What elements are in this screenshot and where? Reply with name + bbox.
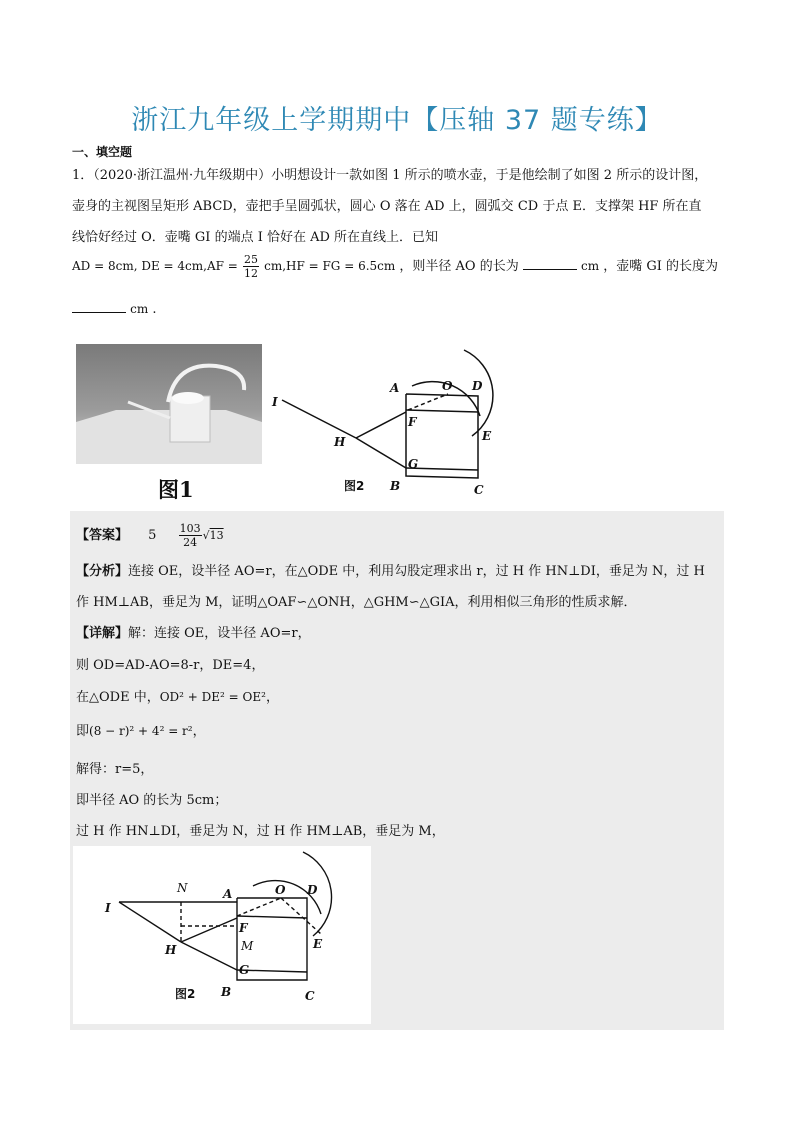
fig3-upper-band xyxy=(237,916,307,918)
answer-blank-1[interactable] xyxy=(523,257,577,270)
problem-given-line xyxy=(72,253,718,280)
detail-line-5: 解得：r=5， xyxy=(76,762,154,777)
page-title: 浙江九年级上学期期中【压轴 37 题专练】 xyxy=(131,105,663,136)
detail-formula-4: (8 − r)² + 4² = r² xyxy=(89,724,193,738)
figure2-caption: 图2 xyxy=(344,479,365,493)
given-frac-num: 25 xyxy=(243,253,258,266)
fig2-upper-band xyxy=(406,410,478,412)
fig2-label-D: D xyxy=(472,379,483,393)
fig3-label-A: A xyxy=(223,887,233,901)
fig3-label-D: D xyxy=(307,883,318,897)
fig2-label-B: B xyxy=(390,479,401,493)
unit-cm-1: cm xyxy=(581,259,600,273)
fig3-label-E: E xyxy=(313,937,323,951)
fig2-label-O: O xyxy=(442,379,453,393)
fig2-label-G: G xyxy=(408,457,419,471)
answer-value-1: 5 xyxy=(148,528,157,543)
answer-line xyxy=(76,522,224,549)
fig3-spout-lower xyxy=(181,942,237,970)
given-b: cm,HF = FG = 6.5cm xyxy=(264,259,396,273)
figure3-caption: 图2 xyxy=(175,987,196,1001)
answer-frac-den: 24 xyxy=(183,536,198,549)
figure3-diagram xyxy=(73,846,371,1024)
detail-text-4c: ， xyxy=(192,724,206,739)
problem-end: . xyxy=(152,302,157,317)
detail-text-1: 解：连接 OE，设半径 AO=r， xyxy=(128,626,311,641)
problem-line-2: 壶身的主视图呈矩形 ABCD，壶把手呈圆弧状，圆心 O 落在 AD 上，圆弧交 CD 于点 E．支撑架 HF 所在直 xyxy=(72,199,702,214)
detail-line-3 xyxy=(76,686,279,705)
unit-cm-2: cm xyxy=(130,302,149,316)
fig2-spout-lower xyxy=(356,438,406,468)
section-heading: 一、填空题 xyxy=(72,145,133,159)
fig3-spout-upper xyxy=(119,902,181,942)
fig2-support-hf xyxy=(356,412,406,438)
detail-line-7: 过 H 作 HN⊥DI，垂足为 N，过 H 作 HM⊥AB，垂足为 M， xyxy=(76,824,445,839)
fig3-label-B: B xyxy=(221,985,232,999)
given-a: AD = 8cm, DE = 4cm,AF = xyxy=(72,259,238,273)
figure1-photo xyxy=(76,344,262,464)
fig2-label-F: F xyxy=(408,415,417,429)
fig2-label-A: A xyxy=(390,381,400,395)
problem-line-3: 线恰好经过 O．壶嘴 GI 的端点 I 恰好在 AD 所在直线上．已知 xyxy=(72,230,439,245)
given-fraction xyxy=(243,253,259,280)
fig2-label-H: H xyxy=(334,435,346,449)
detail-text-3a: 在△ODE 中， xyxy=(76,690,160,705)
sqrt-icon: √ xyxy=(202,529,210,542)
answer-tag: 【答案】 xyxy=(76,528,129,543)
detail-line-6: 即半径 AO 的长为 5cm； xyxy=(76,793,228,808)
fig3-dashed-oe xyxy=(281,898,321,934)
detail-tag: 【详解】 xyxy=(76,626,129,641)
fig3-label-C: C xyxy=(305,989,315,1003)
answer-blank-2[interactable] xyxy=(72,300,126,313)
fig3-dashed-fo xyxy=(237,898,281,916)
answer-frac-num: 103 xyxy=(179,522,201,535)
detail-text-3c: ， xyxy=(265,690,279,705)
analysis-line-2: 作 HM⊥AB，垂足为 M，证明△OAF∽△ONH，△GHM∽△GIA，利用相似三角形的性质求解． xyxy=(76,595,637,610)
analysis-text-1: 连接 OE，设半径 AO=r，在△ODE 中，利用勾股定理求出 r，过 H 作 HN⊥DI，垂足为 N，过 H xyxy=(128,564,705,579)
fig3-label-N: N xyxy=(177,881,188,895)
analysis-line-1 xyxy=(76,560,705,579)
fig3-label-G: G xyxy=(239,963,250,977)
given-d: ，壶嘴 GI 的长度为 xyxy=(603,259,719,274)
fig2-label-C: C xyxy=(474,483,484,497)
figure2-diagram xyxy=(268,346,512,498)
problem-line-1: 1．（2020·浙江温州·九年级期中）小明想设计一款如图 1 所示的喷水壶，于是他绘制了如图 2 所示的设计图， xyxy=(72,168,708,183)
detail-line-4 xyxy=(76,720,206,739)
answer-root: 13 xyxy=(209,529,224,542)
given-c: ，则半径 AO 的长为 xyxy=(399,259,519,274)
figure1-caption: 图1 xyxy=(158,477,194,502)
fig2-label-E: E xyxy=(482,429,492,443)
fig3-label-F: F xyxy=(239,921,248,935)
fig3-label-I: I xyxy=(105,901,111,915)
fig2-dashed-fo xyxy=(408,394,448,410)
fig3-label-O: O xyxy=(275,883,286,897)
detail-line-2: 则 OD=AD-AO=8-r，DE=4， xyxy=(76,658,265,673)
fig3-support-hf xyxy=(181,918,237,942)
detail-line-1 xyxy=(76,622,311,641)
answer-fraction xyxy=(179,522,202,549)
detail-text-4a: 即 xyxy=(76,724,90,739)
fig3-label-M: M xyxy=(241,939,254,953)
detail-formula-3: OD² + DE² = OE² xyxy=(159,690,266,704)
figure3-container xyxy=(73,846,371,1024)
fig2-spout-upper xyxy=(282,400,356,438)
fig2-label-I: I xyxy=(272,395,278,409)
given-frac-den: 12 xyxy=(243,267,258,280)
analysis-tag: 【分析】 xyxy=(76,564,129,579)
problem-end-line xyxy=(72,300,157,317)
fig3-label-H: H xyxy=(165,943,177,957)
